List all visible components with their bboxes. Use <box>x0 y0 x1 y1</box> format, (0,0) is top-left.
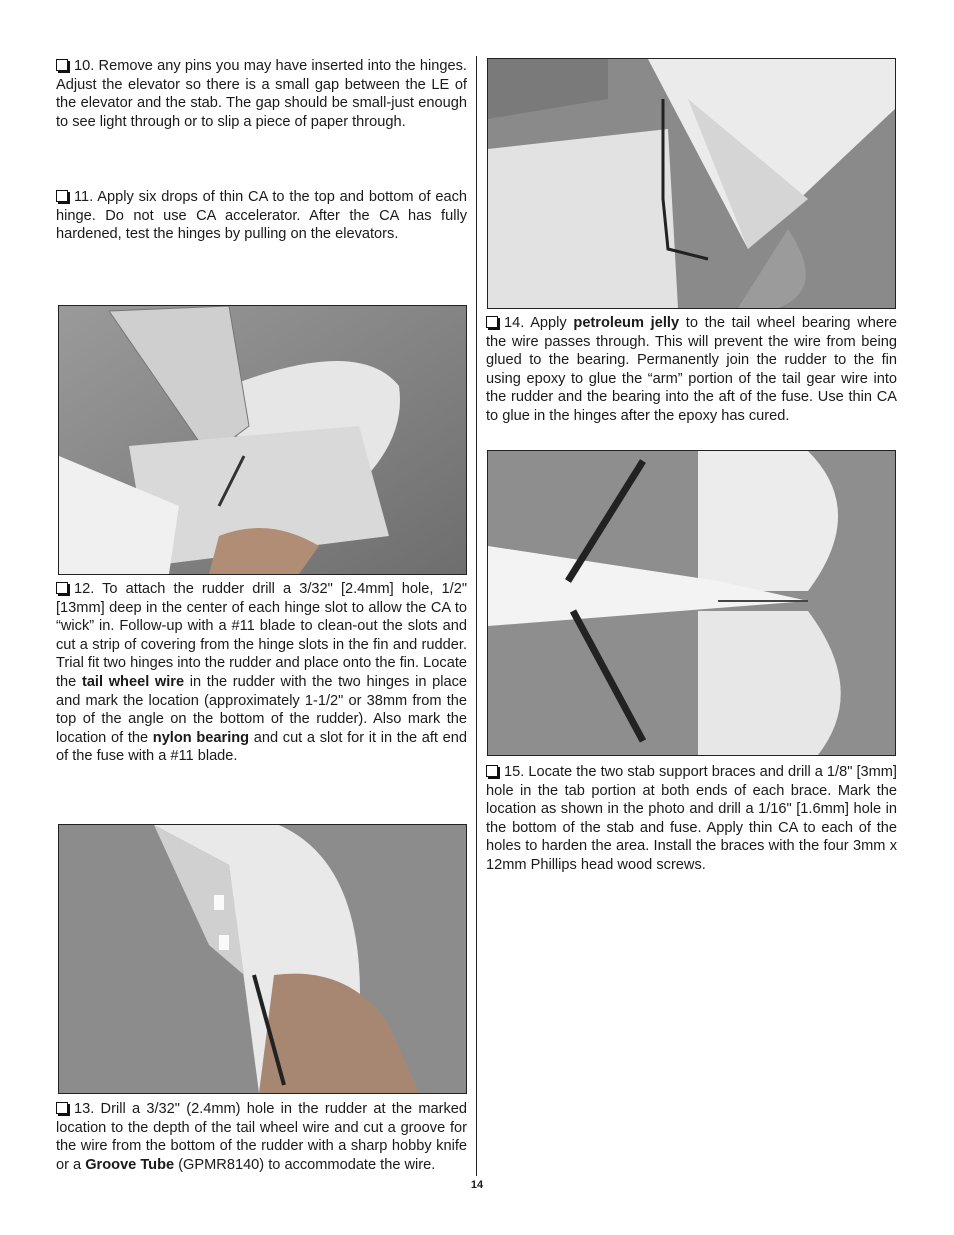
checkbox-icon[interactable] <box>56 582 68 594</box>
checkbox-icon[interactable] <box>56 190 68 202</box>
step-11-text <box>56 188 467 244</box>
step-14-body-c: to the tail wheel bearing where the wire passes through. This will prevent the wire from being glued to the bearing. Permanently join the rudder to the fin using epoxy to glue the “arm” portion of the tail gear wire into the rudder and the bearing into the aft of the fuse. Use thin CA to glue in the hinges after the epoxy has cured. <box>486 315 897 424</box>
step-14-text <box>486 314 897 426</box>
checkbox-icon[interactable] <box>486 316 498 328</box>
photo-rudder-trial-fit <box>58 305 467 575</box>
step-13-text <box>56 1100 467 1174</box>
petroleum-jelly-term: petroleum jelly <box>573 315 680 331</box>
photo-rudder-drilling <box>58 824 467 1094</box>
page-number: 14 <box>470 1179 484 1191</box>
step-12-body-c: in the rudder with the two hinges in place and mark the location (approximately 1-1/2" or 38mm from the top of the angle on the bottom of the rudder). Also mark the location of the <box>56 673 468 746</box>
photo-stab-braces <box>487 450 896 756</box>
groove-tube-term: Groove Tube <box>85 1156 175 1173</box>
step-12-text <box>56 580 467 766</box>
step-13-body-a: 13. Drill a 3/32" (2.4mm) hole in the rudder at the marked location to the depth of the tail wheel wire and cut a groove for the wire from the bottom of the rudder with a sharp hobby knife or a <box>56 1101 467 1173</box>
step-11-body: 11. Apply six drops of thin CA to the top and bottom of each hinge. Do not use CA accelerator. After the CA has fully hardened, test the hinges by pulling on the elevators. <box>56 189 467 243</box>
step-10-text <box>56 57 467 131</box>
step-15-body: 15. Locate the two stab support braces and drill a 1/8" [3mm] hole in the tab portion at both ends of each brace. Mark the location as shown in the photo and drill a 1/16" [1.6mm] hole in the bottom of the stab and fuse. Apply thin CA to each of the holes to harden the area. Install the braces with the four 3mm x 12mm Phillips head wood screws. <box>486 764 897 873</box>
checkbox-icon[interactable] <box>56 1102 68 1114</box>
column-divider <box>476 56 477 1176</box>
step-12-body-a: 12. To attach the rudder drill a 3/32" [2.4mm] hole, 1/2" [13mm] deep in the center of each hinge slot to allow the CA to “wick” in. Follow-up with a #11 blade to clean-out the slots and cut a strip of covering from the hinge slots in the fin and rudder. Trial fit two hinges into the rudder and place onto the fin. Locate the <box>56 581 467 690</box>
step-15-text <box>486 763 897 875</box>
step-12-body-e: and cut a slot for it in the aft end of the fuse with a #11 blade. <box>56 729 467 765</box>
tail-wheel-wire-term: tail wheel wire <box>81 673 185 690</box>
step-10-body: 10. Remove any pins you may have inserted into the hinges. Adjust the elevator so there is a small gap between the LE of the elevator and the stab. The gap should be small-just enough to see light through or to slip a piece of paper through. <box>56 58 467 130</box>
step-14-body-a: 14. Apply <box>504 315 574 331</box>
nylon-bearing-term: nylon bearing <box>152 729 250 746</box>
checkbox-icon[interactable] <box>486 765 498 777</box>
photo-tail-wheel-wire <box>487 58 896 309</box>
step-13-body-c: (GPMR8140) to accommodate the wire. <box>174 1156 436 1173</box>
checkbox-icon[interactable] <box>56 59 68 71</box>
